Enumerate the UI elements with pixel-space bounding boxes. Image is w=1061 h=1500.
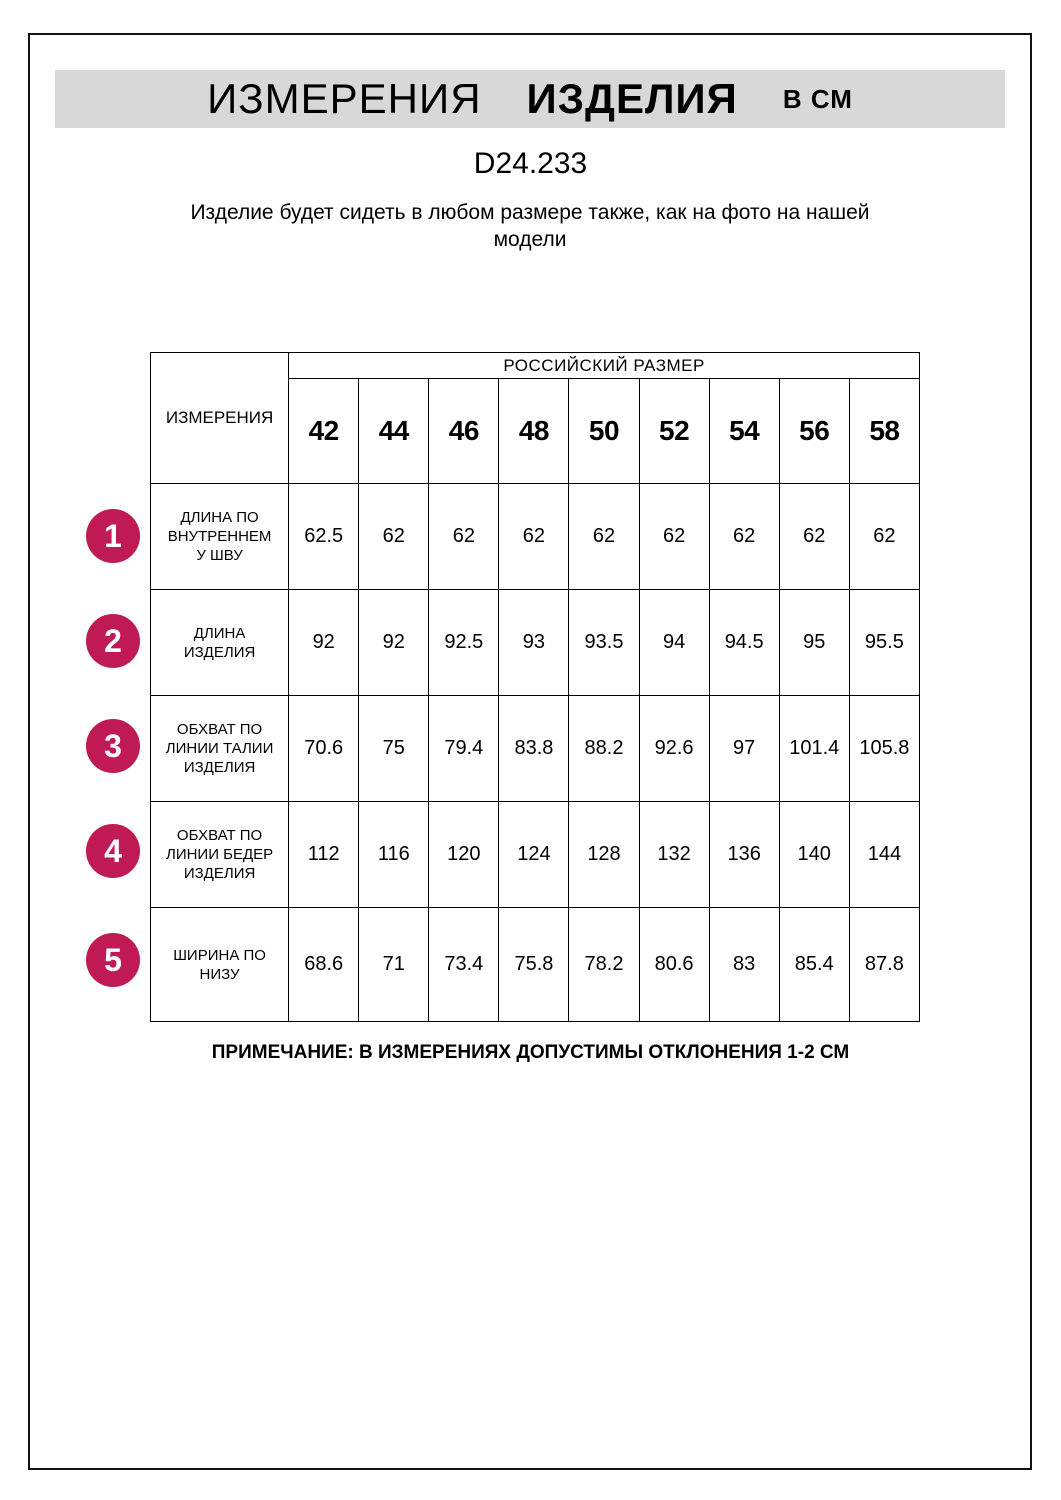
measurement-value: 97 xyxy=(709,696,779,802)
measurement-value: 94.5 xyxy=(709,590,779,696)
measurement-value: 93.5 xyxy=(569,590,639,696)
measurement-value: 75 xyxy=(359,696,429,802)
table-body xyxy=(151,484,920,1022)
page-title-measurements: ИЗМЕРЕНИЯ xyxy=(207,75,482,122)
table-row xyxy=(151,484,920,590)
measurement-value: 85.4 xyxy=(779,908,849,1022)
measurement-value: 132 xyxy=(639,802,709,908)
table-row xyxy=(151,908,920,1022)
measurement-value: 116 xyxy=(359,802,429,908)
measurement-value: 124 xyxy=(499,802,569,908)
row-number-badge: 2 xyxy=(86,614,140,668)
measurement-value: 62 xyxy=(639,484,709,590)
measurement-value: 62 xyxy=(849,484,919,590)
table-row xyxy=(151,590,920,696)
measurement-value: 70.6 xyxy=(289,696,359,802)
measurement-value: 101.4 xyxy=(779,696,849,802)
measurement-value: 80.6 xyxy=(639,908,709,1022)
measurement-value: 95 xyxy=(779,590,849,696)
measurement-value: 75.8 xyxy=(499,908,569,1022)
table-row xyxy=(151,802,920,908)
measurement-value: 79.4 xyxy=(429,696,499,802)
measurement-value: 92 xyxy=(289,590,359,696)
size-col-58: 58 xyxy=(849,379,919,484)
measurement-value: 95.5 xyxy=(849,590,919,696)
size-col-44: 44 xyxy=(359,379,429,484)
measurement-value: 88.2 xyxy=(569,696,639,802)
row-label: ШИРИНА ПО НИЗУ xyxy=(151,908,289,1022)
row-label: ОБХВАТ ПО ЛИНИИ БЕДЕР ИЗДЕЛИЯ xyxy=(151,802,289,908)
measurement-value: 92.5 xyxy=(429,590,499,696)
size-table xyxy=(150,352,920,1022)
title-band xyxy=(55,70,1005,128)
measurement-value: 94 xyxy=(639,590,709,696)
measurement-value: 112 xyxy=(289,802,359,908)
size-col-54: 54 xyxy=(709,379,779,484)
measurement-value: 62.5 xyxy=(289,484,359,590)
size-col-48: 48 xyxy=(499,379,569,484)
model-number: D24.233 xyxy=(473,147,588,180)
russian-size-header-cell: РОССИЙСКИЙ РАЗМЕР xyxy=(289,353,920,379)
group-header-row xyxy=(151,353,920,379)
size-col-56: 56 xyxy=(779,379,849,484)
measurement-value: 62 xyxy=(499,484,569,590)
measurement-value: 83 xyxy=(709,908,779,1022)
measurement-value: 62 xyxy=(779,484,849,590)
measurement-value: 71 xyxy=(359,908,429,1022)
size-col-46: 46 xyxy=(429,379,499,484)
measurement-value: 62 xyxy=(359,484,429,590)
measurement-value: 92.6 xyxy=(639,696,709,802)
row-label: ДЛИНА ПО ВНУТРЕННЕМУ ШВУ xyxy=(151,484,289,590)
page-title-product: ИЗДЕЛИЯ xyxy=(526,75,738,122)
measurement-value: 120 xyxy=(429,802,499,908)
row-number-badge: 4 xyxy=(86,824,140,878)
size-table-area xyxy=(0,352,1061,1063)
measurement-value: 92 xyxy=(359,590,429,696)
table-row xyxy=(151,696,920,802)
measurement-value: 68.6 xyxy=(289,908,359,1022)
size-col-52: 52 xyxy=(639,379,709,484)
row-number-badge: 5 xyxy=(86,933,140,987)
tolerance-note: ПРИМЕЧАНИЕ: В ИЗМЕРЕНИЯХ ДОПУСТИМЫ ОТКЛОНЕНИЯ 1-2 СМ xyxy=(211,1042,850,1063)
size-col-42: 42 xyxy=(289,379,359,484)
page-title-units: В СМ xyxy=(782,83,853,114)
measurement-value: 93 xyxy=(499,590,569,696)
measurement-value: 128 xyxy=(569,802,639,908)
measurement-value: 78.2 xyxy=(569,908,639,1022)
measurement-value: 83.8 xyxy=(499,696,569,802)
row-label: ДЛИНА ИЗДЕЛИЯ xyxy=(151,590,289,696)
measurement-value: 144 xyxy=(849,802,919,908)
measurement-value: 62 xyxy=(429,484,499,590)
measurement-value: 87.8 xyxy=(849,908,919,1022)
measurement-value: 62 xyxy=(709,484,779,590)
row-number-badge: 3 xyxy=(86,719,140,773)
measurements-header-cell: ИЗМЕРЕНИЯ xyxy=(151,353,289,484)
measurement-value: 140 xyxy=(779,802,849,908)
measurement-value: 62 xyxy=(569,484,639,590)
row-label: ОБХВАТ ПО ЛИНИИ ТАЛИИ ИЗДЕЛИЯ xyxy=(151,696,289,802)
row-number-badge: 1 xyxy=(86,509,140,563)
measurement-value: 73.4 xyxy=(429,908,499,1022)
size-col-50: 50 xyxy=(569,379,639,484)
measurement-value: 105.8 xyxy=(849,696,919,802)
fit-description: Изделие будет сидеть в любом размере также, как на фото на нашей модели xyxy=(190,201,870,251)
measurement-value: 136 xyxy=(709,802,779,908)
